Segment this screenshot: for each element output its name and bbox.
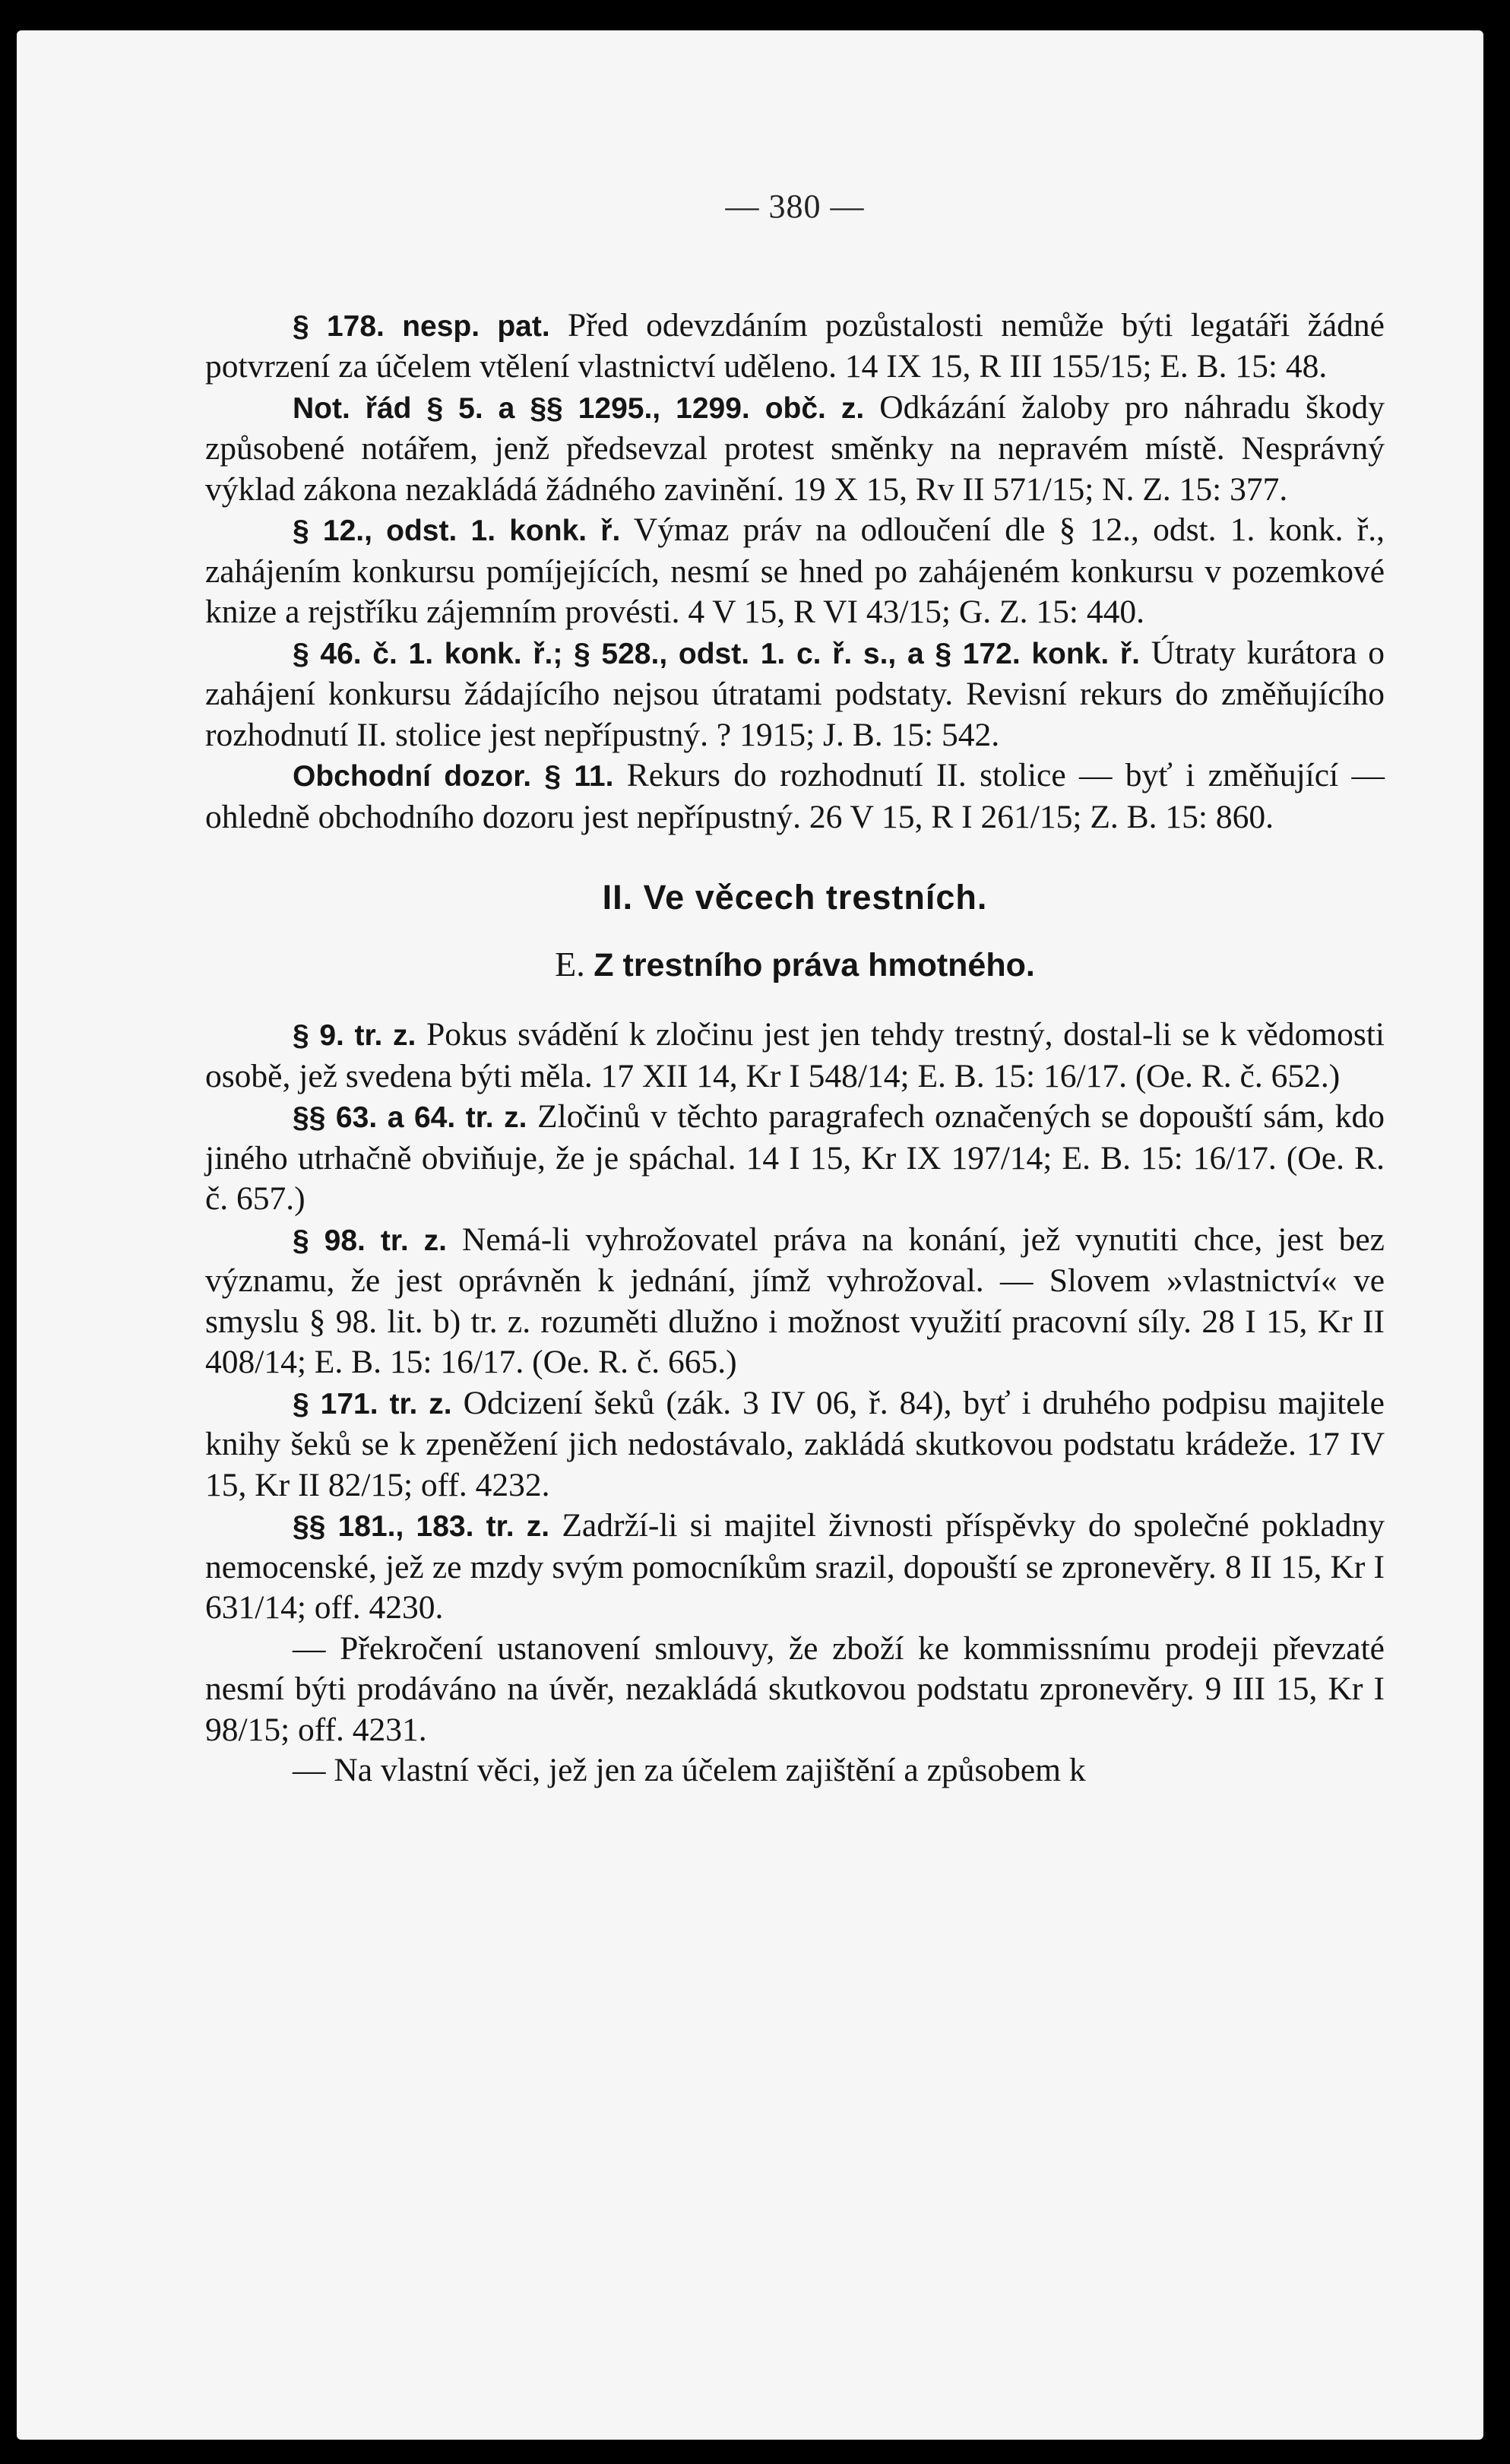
entry-paragraph (205, 510, 1385, 633)
entry-reference: § 171. tr. z. (293, 1387, 452, 1420)
entry-text: Rekurs do rozhodnutí II. stolice — byť i změňující — ohledně obchodního dozoru jest nepřípustný. 26 V 15, R I 261/15; Z. B. 15: 860. (205, 757, 1385, 835)
entry-reference: § 12., odst. 1. konk. ř. (293, 515, 621, 547)
entry-reference: §§ 63. a 64. tr. z. (293, 1101, 527, 1134)
entry-text: Zločinů v těchto paragrafech označených se dopouští sám, kdo jiného utrhačně obviňuje, že je spáchal. 14 I 15, Kr IX 197/14; E. B. 15: 16/17. (Oe. R. č. 657.) (205, 1098, 1385, 1217)
subsection-title: Z trestního práva hmotného. (594, 946, 1035, 983)
subsection-letter: E. (555, 944, 585, 983)
entry-paragraph (205, 755, 1385, 838)
subsection-heading (205, 944, 1385, 987)
book-page (17, 30, 1483, 2440)
entry-reference: § 98. tr. z. (293, 1224, 447, 1257)
entry-paragraph (205, 1097, 1385, 1220)
entry-reference: §§ 181., 183. tr. z. (293, 1510, 550, 1543)
entry-reference: § 178. nesp. pat. (293, 309, 550, 343)
entry-reference: § 9. tr. z. (293, 1019, 416, 1052)
entry-paragraph (205, 1015, 1385, 1097)
entry-paragraph (205, 1220, 1385, 1383)
entry-text: Odcizení šeků (zák. 3 IV 06, ř. 84), byť i druhého podpisu majitele knihy šeků se k zpeněžení jich nedostávalo, zakládá skutkovou podstatu krádeže. 17 IV 15, Kr II 82/15; off. 4232. (205, 1384, 1385, 1503)
entry-paragraph (205, 1629, 1385, 1751)
entry-reference: § 46. č. 1. konk. ř.; § 528., odst. 1. c. ř. s., a § 172. konk. ř. (293, 637, 1140, 670)
entry-paragraph (205, 633, 1385, 756)
entry-text: Odkázání žaloby pro náhradu škody způsobené notářem, jenž předsevzal protest směnky na nepravém místě. Nesprávný výklad zákona nezakládá žádného zavinění. 19 X 15, Rv II 571/15; N. Z. 15: 377. (205, 388, 1385, 508)
entry-text: Zadrží-li si majitel živnosti příspěvky do společné pokladny nemocenské, jež ze mzdy svým pomocníkům srazil, dopouští se zpronevěry. 8 II 15, Kr I 631/14; off. 4230. (205, 1507, 1385, 1626)
entry-paragraph (205, 1383, 1385, 1506)
entry-paragraph (205, 1506, 1385, 1629)
entry-reference: Obchodní dozor. § 11. (293, 760, 614, 793)
entry-text: Před odevzdáním pozůstalosti nemůže býti legatáři žádné potvrzení za účelem vtělení vlastnictví uděleno. 14 IX 15, R III 155/15; E. B. 15: 48. (205, 306, 1385, 385)
entry-reference: Not. řád § 5. a §§ 1295., 1299. obč. z. (293, 391, 865, 425)
entry-paragraph (205, 388, 1385, 511)
entry-text: Nemá-li vyhrožovatel práva na konání, jež vynutiti chce, jest bez významu, že jest oprávněn k jednání, jímž vyhrožoval. — Slovem »vlastnictví« ve smyslu § 98. lit. b) tr. z. rozuměti dlužno i možnost využití pracovní síly. 28 I 15, Kr II 408/14; E. B. 15: 16/17. (Oe. R. č. 665.) (205, 1221, 1385, 1380)
entry-text: Útraty kurátora o zahájení konkursu žádajícího nejsou útratami podstaty. Revisní rekurs do změňujícího rozhodnutí II. stolice jest nepřípustný. ? 1915; J. B. 15: 542. (205, 634, 1385, 753)
page-content (205, 186, 1385, 1791)
entry-paragraph (205, 1750, 1385, 1791)
entry-text: — Na vlastní věci, jež jen za účelem zajištění a způsobem k (293, 1752, 1086, 1788)
entry-text: Pokus svádění k zločinu jest jen tehdy trestný, dostal-li se k vědomosti osobě, jež svedena býti měla. 17 XII 14, Kr I 548/14; E. B. 15: 16/17. (Oe. R. č. 652.) (205, 1016, 1385, 1094)
entry-text: Výmaz práv na odloučení dle § 12., odst. 1. konk. ř., zahájením konkursu pomíjejících, nesmí se hned po zahájeném konkursu v pozemkové knize a rejstříku zájemním provésti. 4 V 15, R VI 43/15; G. Z. 15: 440. (205, 511, 1385, 630)
entry-paragraph (205, 306, 1385, 388)
page-number: — 380 — (725, 188, 865, 225)
entry-text: — Překročení ustanovení smlouvy, že zboží ke kommissnímu prodeji převzaté nesmí býti prodáváno na úvěr, nezakládá skutkovou podstatu zpronevěry. 9 III 15, Kr I 98/15; off. 4231. (205, 1629, 1385, 1748)
section-heading: II. Ve věcech trestních. (602, 878, 988, 917)
